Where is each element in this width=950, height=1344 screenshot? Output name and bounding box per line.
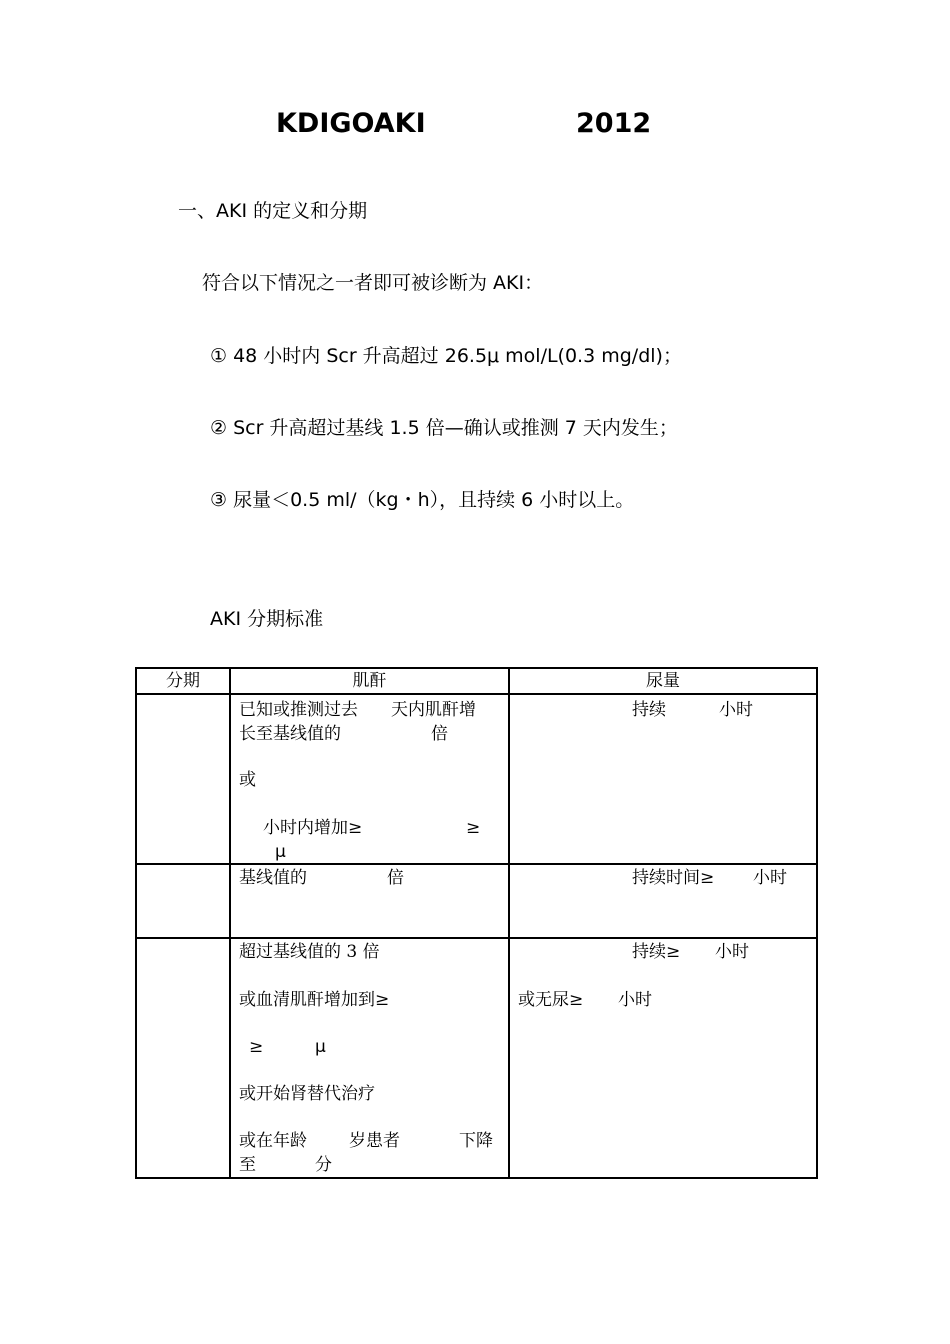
creatinine-text: μ [275,842,286,862]
criterion-2: ② Scr 升高超过基线 1.5 倍—确认或推测 7 天内发生； [210,417,678,439]
creatinine-cell [230,864,509,938]
creatinine-cell [230,694,509,864]
urine-text: 持续时间≥ [632,868,715,888]
creatinine-text: 天内肌酐增 [391,700,476,720]
urine-text: 持续≥ [632,942,681,962]
urine-text: 持续 [632,700,666,720]
urine-cell [509,694,817,864]
stage-cell [136,864,230,938]
urine-text: 小时 [719,700,753,720]
title-year: 2012 [576,108,652,139]
creatinine-text: 或在年龄 [239,1131,307,1151]
creatinine-cell [230,938,509,1178]
creatinine-text: 基线值的 [239,868,307,888]
header-creatinine: 肌酐 [230,668,509,694]
creatinine-text: 下降 [459,1131,493,1151]
intro-text: 符合以下情况之一者即可被诊断为 AKI： [202,272,544,294]
criterion-1: ① 48 小时内 Scr 升高超过 26.5μ mol/L(0.3 mg/dl)； [210,345,682,367]
section-heading: 一、AKI 的定义和分期 [178,200,368,222]
criterion-3: ③ 尿量＜0.5 ml/（kg・h），且持续 6 小时以上。 [210,489,635,511]
creatinine-text: 小时内增加≥ [263,818,363,838]
creatinine-text: 或血清肌酐增加到≥ [239,990,390,1010]
header-stage: 分期 [136,668,230,694]
table-row [136,938,817,1178]
header-urine: 尿量 [509,668,817,694]
urine-cell [509,938,817,1178]
creatinine-text: 超过基线值的 3 倍 [239,942,380,962]
creatinine-text: 岁患者 [349,1131,400,1151]
creatinine-text: ≥ [249,1037,264,1057]
urine-text: 小时 [753,868,787,888]
creatinine-text: 长至基线值的 [239,724,341,744]
creatinine-text: 倍 [387,868,404,888]
urine-text: 或无尿≥ [518,990,584,1010]
urine-cell [509,864,817,938]
urine-text: 小时 [715,942,749,962]
creatinine-text: 至 [239,1155,256,1175]
stage-cell [136,938,230,1178]
table-caption: AKI 分期标准 [210,608,324,630]
table-header-row [136,668,817,694]
creatinine-text: μ [315,1037,326,1057]
title-left: KDIGOAKI [276,108,426,139]
creatinine-text: 或开始肾替代治疗 [239,1084,375,1104]
table-row [136,694,817,864]
aki-staging-table [135,667,818,1179]
creatinine-text: 分 [315,1155,332,1175]
table-row [136,864,817,938]
creatinine-text: 已知或推测过去 [239,700,358,720]
creatinine-text: 倍 [431,724,448,744]
creatinine-text: ≥ [466,818,481,838]
stage-cell [136,694,230,864]
urine-text: 小时 [618,990,652,1010]
creatinine-text: 或 [239,770,256,790]
